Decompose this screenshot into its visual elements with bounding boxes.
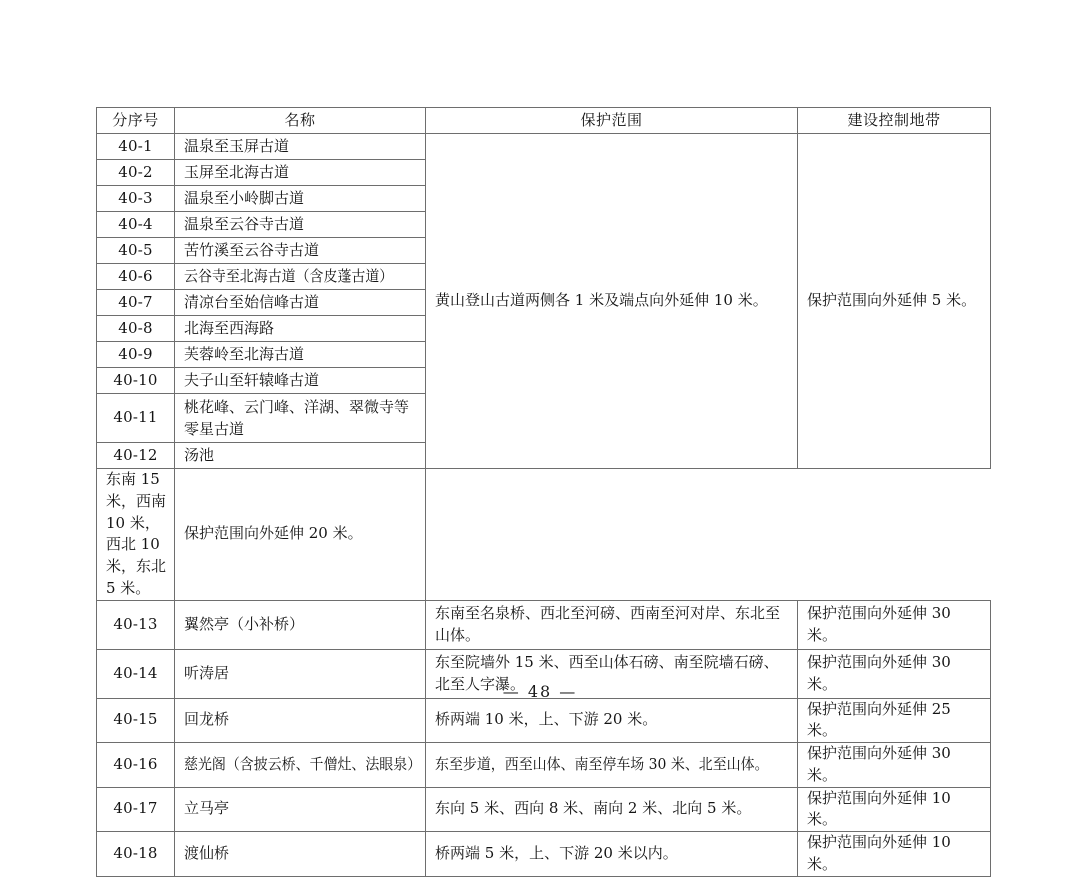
cell-serial-no: 40-7 (97, 290, 175, 316)
cell-serial-no: 40-18 (97, 832, 175, 877)
cell-name (175, 264, 426, 290)
cell-name-text: 桃花峰、云门峰、洋湖、翠微寺等零星古道 (184, 397, 410, 438)
cell-serial-no: 40-10 (97, 368, 175, 394)
cell-serial-no: 40-9 (97, 342, 175, 368)
cell-construction-control: 保护范围向外延伸 30 米。 (798, 743, 991, 788)
cell-construction-control: 保护范围向外延伸 30 米。 (798, 649, 991, 698)
cell-name: 渡仙桥 (175, 832, 426, 877)
cell-protection-scope (426, 743, 798, 788)
cell-serial-no: 40-6 (97, 264, 175, 290)
cell-name: 温泉至云谷寺古道 (175, 212, 426, 238)
cell-protection-scope: 东向 5 米、西向 8 米、南向 2 米、北向 5 米。 (426, 787, 798, 832)
cell-construction-control: 保护范围向外延伸 20 米。 (175, 469, 426, 601)
cell-construction-control-merged: 保护范围向外延伸 5 米。 (798, 134, 991, 469)
cell-name: 北海至西海路 (175, 316, 426, 342)
cell-name: 温泉至小岭脚古道 (175, 186, 426, 212)
cell-name: 夫子山至轩辕峰古道 (175, 368, 426, 394)
cell-protection-scope: 东南至名泉桥、西北至河磅、西南至河对岸、东北至山体。 (426, 600, 798, 649)
cell-name: 苦竹溪至云谷寺古道 (175, 238, 426, 264)
cell-serial-no: 40-17 (97, 787, 175, 832)
cell-name: 玉屏至北海古道 (175, 160, 426, 186)
table-row (97, 832, 991, 877)
cell-name-text: 云谷寺至北海古道（含皮蓬古道） (184, 266, 394, 285)
column-header-name: 名称 (175, 108, 426, 134)
cell-serial-no: 40-2 (97, 160, 175, 186)
column-header-construction-control-zone: 建设控制地带 (798, 108, 991, 134)
cell-serial-no: 40-8 (97, 316, 175, 342)
table-body (97, 134, 991, 877)
table-row (97, 787, 991, 832)
table-row (97, 743, 991, 788)
cell-serial-no: 40-14 (97, 649, 175, 698)
column-header-serial-no: 分序号 (97, 108, 175, 134)
table-row (97, 698, 991, 743)
cell-protection-scope-text: 东至步道，西至山体、南至停车场 30 米、北至山体。 (435, 754, 769, 773)
cell-name: 立马亭 (175, 787, 426, 832)
cell-protection-scope-merged: 黄山登山古道两侧各 1 米及端点向外延伸 10 米。 (426, 134, 798, 469)
cell-construction-control: 保护范围向外延伸 10 米。 (798, 832, 991, 877)
cell-protection-scope: 东至院墙外 15 米、西至山体石磅、南至院墙石磅、北至人字瀑。 (426, 649, 798, 698)
column-header-protection-scope: 保护范围 (426, 108, 798, 134)
cell-serial-no: 40-12 (97, 443, 175, 469)
cell-serial-no: 40-16 (97, 743, 175, 788)
cell-serial-no: 40-1 (97, 134, 175, 160)
cell-protection-scope: 桥两端 10 米，上、下游 20 米。 (426, 698, 798, 743)
cell-name: 翼然亭（小补桥） (175, 600, 426, 649)
cell-name: 温泉至玉屏古道 (175, 134, 426, 160)
cell-name: 汤池 (175, 443, 426, 469)
cell-name (175, 743, 426, 788)
cell-name: 芙蓉岭至北海古道 (175, 342, 426, 368)
cell-serial-no: 40-11 (97, 394, 175, 443)
table-row (97, 600, 991, 649)
cell-protection-scope: 东南 15 米，西南 10 米，西北 10 米，东北 5 米。 (97, 469, 175, 601)
cell-name: 听涛居 (175, 649, 426, 698)
table-header-row (97, 108, 991, 134)
cell-name-text: 慈光阁（含披云桥、千僧灶、法眼泉） (184, 754, 422, 773)
page-number: — 48 — (502, 682, 578, 701)
table-row (97, 134, 991, 160)
heritage-protection-table (96, 107, 991, 877)
cell-protection-scope: 桥两端 5 米，上、下游 20 米以内。 (426, 832, 798, 877)
cell-serial-no: 40-13 (97, 600, 175, 649)
cell-serial-no: 40-3 (97, 186, 175, 212)
cell-name (175, 394, 426, 443)
cell-serial-no: 40-5 (97, 238, 175, 264)
table-header (97, 108, 991, 134)
table-row (97, 469, 991, 601)
cell-construction-control: 保护范围向外延伸 30 米。 (798, 600, 991, 649)
cell-name: 清凉台至始信峰古道 (175, 290, 426, 316)
cell-serial-no: 40-4 (97, 212, 175, 238)
cell-name: 回龙桥 (175, 698, 426, 743)
cell-serial-no: 40-15 (97, 698, 175, 743)
cell-construction-control: 保护范围向外延伸 25 米。 (798, 698, 991, 743)
cell-construction-control: 保护范围向外延伸 10 米。 (798, 787, 991, 832)
